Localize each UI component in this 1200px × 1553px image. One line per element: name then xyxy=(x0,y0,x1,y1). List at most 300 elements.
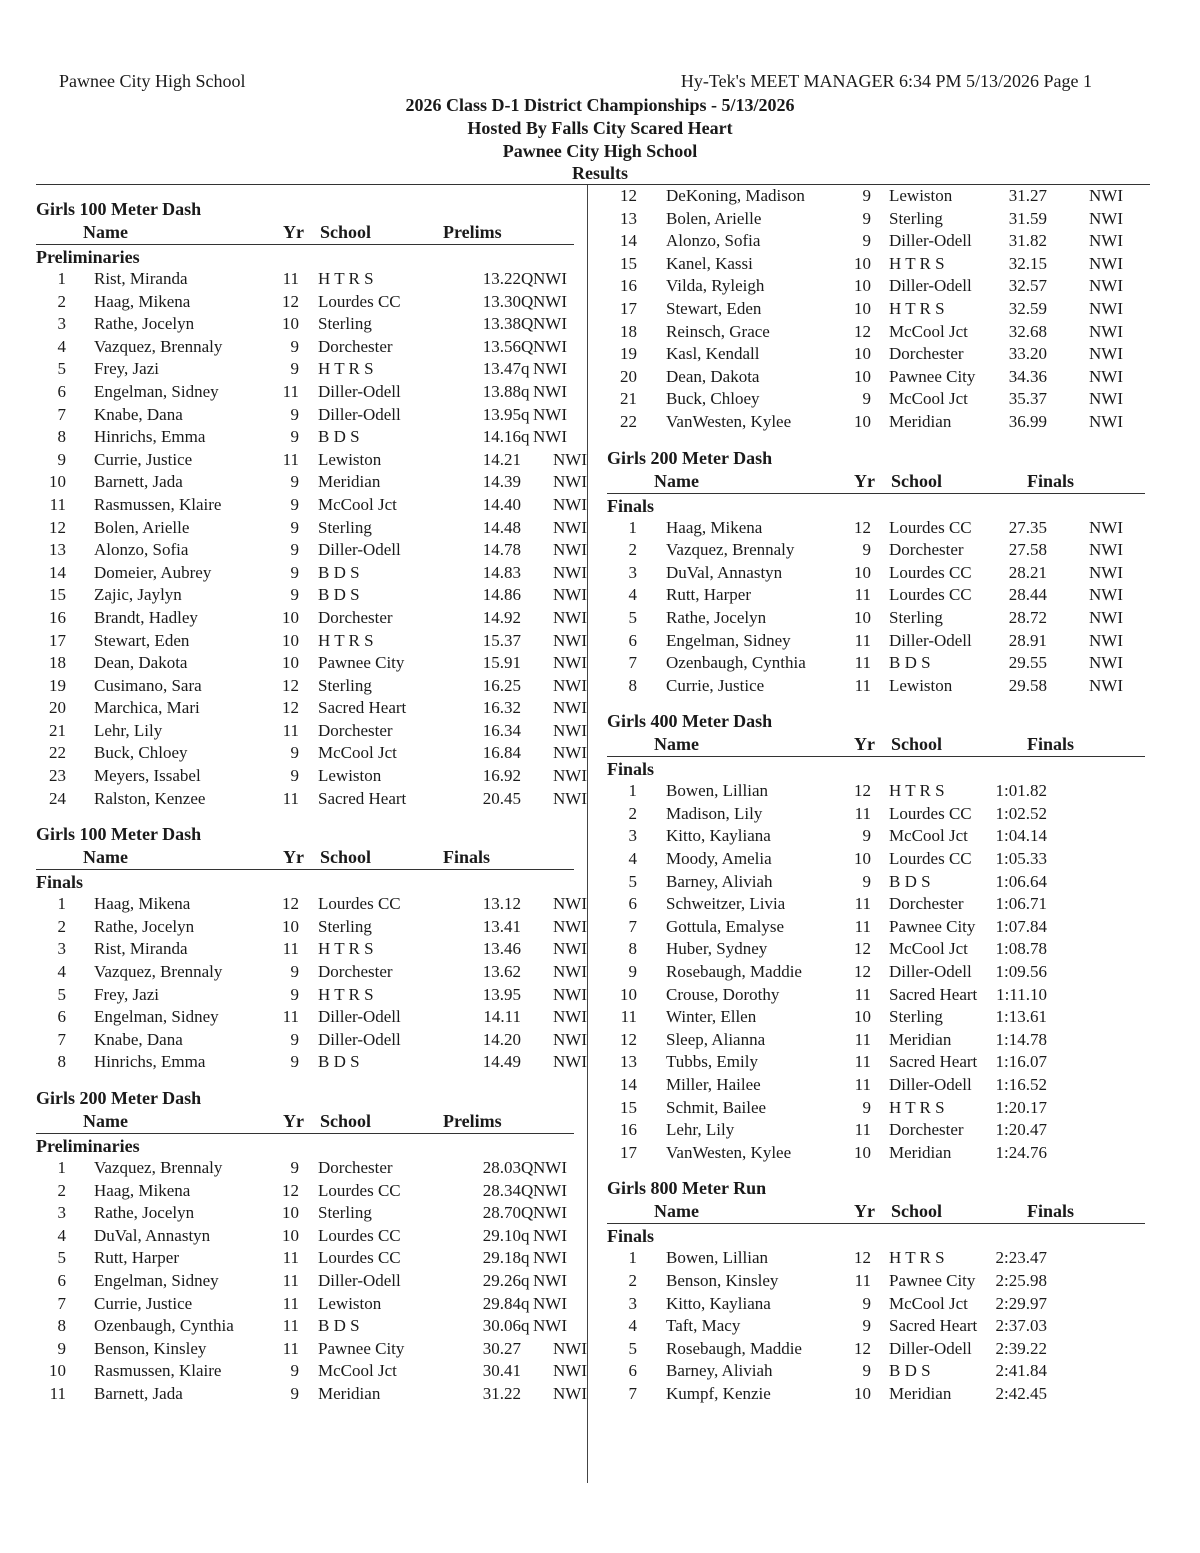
grade-year: 9 xyxy=(862,1293,871,1313)
wind: NWI xyxy=(533,1203,567,1223)
athlete-name: Domeier, Aubrey xyxy=(94,562,212,582)
grade-year: 9 xyxy=(862,231,871,251)
grade-year: 11 xyxy=(282,1270,299,1290)
result-row xyxy=(607,275,1152,298)
wind: NWI xyxy=(533,336,567,356)
mark: 16.84 xyxy=(482,743,521,763)
col-yr-header: Yr xyxy=(283,1111,304,1131)
mark: 1:16.07 xyxy=(995,1052,1047,1072)
school-name: Dorchester xyxy=(318,336,393,356)
result-row xyxy=(36,938,587,961)
school-name: Meridian xyxy=(889,1142,952,1162)
place: 13 xyxy=(620,208,637,228)
grade-year: 9 xyxy=(862,540,871,560)
athlete-name: Rist, Miranda xyxy=(94,939,188,959)
athlete-name: Buck, Chloey xyxy=(666,389,760,409)
grade-year: 10 xyxy=(854,411,871,431)
grade-year: 12 xyxy=(854,517,871,537)
athlete-name: VanWesten, Kylee xyxy=(666,1142,792,1162)
place: 21 xyxy=(620,389,637,409)
result-row xyxy=(36,494,587,517)
wind: NWI xyxy=(533,427,567,447)
result-row xyxy=(607,1315,1152,1338)
athlete-name: Zajic, Jaylyn xyxy=(94,585,182,605)
place: 8 xyxy=(628,675,637,695)
result-row xyxy=(36,539,587,562)
school-name: Lourdes CC xyxy=(889,562,972,582)
result-row xyxy=(607,298,1152,321)
mark: 29.10 xyxy=(482,1225,521,1245)
mark: 14.86 xyxy=(482,585,521,605)
athlete-name: Lehr, Lily xyxy=(94,720,163,740)
grade-year: 10 xyxy=(854,366,871,386)
athlete-name: Bolen, Arielle xyxy=(94,517,190,537)
mark: 32.59 xyxy=(1008,298,1047,318)
place: 18 xyxy=(49,653,66,673)
place: 4 xyxy=(628,849,637,869)
athlete-name: VanWesten, Kylee xyxy=(666,411,792,431)
result-row xyxy=(607,1360,1152,1383)
result-row xyxy=(36,788,587,811)
school-name: H T R S xyxy=(318,939,374,959)
athlete-name: Ozenbaugh, Cynthia xyxy=(666,653,806,673)
result-row xyxy=(36,607,587,630)
wind: NWI xyxy=(553,962,587,982)
mark: 2:42.45 xyxy=(995,1383,1047,1403)
place: 6 xyxy=(57,1007,66,1027)
col-yr-header: Yr xyxy=(854,470,875,491)
place: 11 xyxy=(49,1383,66,1403)
result-row xyxy=(607,1293,1152,1316)
school-name: Pawnee City xyxy=(318,1338,405,1358)
school-name: Dorchester xyxy=(889,894,964,914)
school-name: Lewiston xyxy=(889,675,953,695)
result-row xyxy=(607,343,1152,366)
place: 3 xyxy=(57,939,66,959)
athlete-name: Huber, Sydney xyxy=(666,939,768,959)
result-row xyxy=(36,1225,581,1248)
school-name: Diller-Odell xyxy=(318,1029,401,1049)
mark: 1:24.76 xyxy=(995,1142,1047,1162)
grade-year: 9 xyxy=(862,389,871,409)
mark: 13.95 xyxy=(482,404,521,424)
athlete-name: Stewart, Eden xyxy=(94,630,190,650)
left-column xyxy=(36,185,587,1406)
grade-year: 10 xyxy=(854,1142,871,1162)
athlete-name: Currie, Justice xyxy=(94,449,193,469)
grade-year: 10 xyxy=(854,1007,871,1027)
grade-year: 9 xyxy=(290,1029,299,1049)
wind: NWI xyxy=(533,359,567,379)
result-row xyxy=(36,268,581,291)
grade-year: 10 xyxy=(854,298,871,318)
mark: 2:25.98 xyxy=(995,1270,1047,1290)
athlete-name: Engelman, Sidney xyxy=(94,1270,219,1290)
result-row xyxy=(36,1029,587,1052)
school-name: McCool Jct xyxy=(318,1361,397,1381)
grade-year: 11 xyxy=(282,1248,299,1268)
grade-year: 12 xyxy=(854,781,871,801)
athlete-name: Knabe, Dana xyxy=(94,404,183,424)
result-row xyxy=(36,1338,587,1361)
place: 3 xyxy=(628,1293,637,1313)
wind: NWI xyxy=(1089,344,1123,364)
grade-year: 11 xyxy=(282,1316,299,1336)
athlete-name: Engelman, Sidney xyxy=(94,1007,219,1027)
school-name: Sterling xyxy=(889,607,943,627)
place: 1 xyxy=(628,781,637,801)
result-row xyxy=(36,893,587,916)
school-name: Sterling xyxy=(318,314,372,334)
result-row xyxy=(607,539,1152,562)
grade-year: 9 xyxy=(290,472,299,492)
athlete-name: Sleep, Alianna xyxy=(666,1029,766,1049)
mark: 32.68 xyxy=(1008,321,1047,341)
place: 7 xyxy=(628,653,637,673)
athlete-name: Crouse, Dorothy xyxy=(666,984,780,1004)
col-school-header: School xyxy=(320,847,372,868)
athlete-name: Haag, Mikena xyxy=(94,894,191,914)
place: 6 xyxy=(628,1361,637,1381)
mark: 36.99 xyxy=(1008,411,1047,431)
wind: NWI xyxy=(553,698,587,718)
place: 4 xyxy=(57,962,66,982)
wind: NWI xyxy=(1089,366,1123,386)
mark: 31.22 xyxy=(482,1383,521,1403)
wind: NWI xyxy=(553,894,587,914)
school-name: Diller-Odell xyxy=(318,1007,401,1027)
school-name: Dorchester xyxy=(889,540,964,560)
place: 2 xyxy=(57,291,66,311)
place: 5 xyxy=(57,1248,66,1268)
mark: 1:06.71 xyxy=(995,894,1047,914)
place: 14 xyxy=(620,231,637,251)
grade-year: 9 xyxy=(290,359,299,379)
result-row xyxy=(607,1006,1152,1029)
result-row xyxy=(607,893,1152,916)
mark: 2:23.47 xyxy=(995,1248,1047,1268)
wind: NWI xyxy=(553,916,587,936)
place: 3 xyxy=(57,314,66,334)
mark: 16.92 xyxy=(482,766,521,786)
result-row xyxy=(36,1006,587,1029)
grade-year: 9 xyxy=(290,1052,299,1072)
athlete-name: Frey, Jazi xyxy=(94,984,159,1004)
wind: NWI xyxy=(553,766,587,786)
col-school-header: School xyxy=(320,1111,372,1131)
athlete-name: Schmit, Bailee xyxy=(666,1097,767,1117)
place: 13 xyxy=(49,540,66,560)
athlete-name: DeKoning, Madison xyxy=(666,186,805,205)
results-heading: Results xyxy=(571,163,628,183)
place: 12 xyxy=(620,1029,637,1049)
athlete-name: Hinrichs, Emma xyxy=(94,1052,206,1072)
grade-year: 11 xyxy=(282,1007,299,1027)
school-name: Lewiston xyxy=(318,1293,382,1313)
athlete-name: Rutt, Harper xyxy=(94,1248,179,1268)
result-row xyxy=(607,1142,1152,1165)
place: 9 xyxy=(57,449,66,469)
mark: 28.70 xyxy=(482,1203,521,1223)
col-name-header: Name xyxy=(654,470,699,491)
place: 1 xyxy=(57,269,66,288)
qualifier: q xyxy=(521,381,530,401)
event-title: Girls 200 Meter Dash xyxy=(36,1088,202,1108)
event-section xyxy=(607,434,1152,698)
athlete-name: Alonzo, Sofia xyxy=(666,231,761,251)
athlete-name: Rasmussen, Klaire xyxy=(94,1361,222,1381)
mark: 34.36 xyxy=(1008,366,1047,386)
wind: NWI xyxy=(1089,321,1123,341)
result-row xyxy=(36,381,581,404)
result-row xyxy=(36,697,587,720)
wind: NWI xyxy=(533,1293,567,1313)
athlete-name: Barney, Aliviah xyxy=(666,871,773,891)
mark: 31.82 xyxy=(1008,231,1047,251)
mark: 14.39 xyxy=(482,472,521,492)
qualifier: Q xyxy=(521,269,534,288)
round-label: Finals xyxy=(607,495,655,516)
place: 17 xyxy=(620,1142,637,1162)
wind: NWI xyxy=(553,788,587,808)
school-name: B D S xyxy=(318,1316,360,1336)
result-row xyxy=(607,984,1152,1007)
result-row xyxy=(607,803,1152,826)
place: 16 xyxy=(49,607,66,627)
round-label: Preliminaries xyxy=(36,1136,140,1156)
place: 6 xyxy=(628,630,637,650)
result-row xyxy=(607,1270,1152,1293)
athlete-name: Rathe, Jocelyn xyxy=(94,1203,195,1223)
athlete-name: Barney, Aliviah xyxy=(666,1361,773,1381)
result-row xyxy=(36,984,587,1007)
place: 15 xyxy=(49,585,66,605)
athlete-name: Frey, Jazi xyxy=(94,359,159,379)
grade-year: 9 xyxy=(290,962,299,982)
grade-year: 10 xyxy=(282,314,299,334)
mark: 13.38 xyxy=(482,314,521,334)
school-name: B D S xyxy=(318,562,360,582)
school-name: Pawnee City xyxy=(318,653,405,673)
column-header xyxy=(607,733,1145,757)
result-row xyxy=(607,1074,1152,1097)
mark: 1:07.84 xyxy=(995,916,1047,936)
grade-year: 11 xyxy=(854,1120,871,1140)
grade-year: 9 xyxy=(290,562,299,582)
school-name: Diller-Odell xyxy=(889,630,972,650)
school-name: Diller-Odell xyxy=(889,276,972,296)
mark: 16.34 xyxy=(482,720,521,740)
athlete-name: Vazquez, Brennaly xyxy=(94,962,223,982)
grade-year: 10 xyxy=(854,276,871,296)
place: 3 xyxy=(628,562,637,582)
mark: 29.55 xyxy=(1008,653,1047,673)
mark: 1:02.52 xyxy=(995,803,1047,823)
place: 11 xyxy=(620,1007,637,1027)
mark: 1:08.78 xyxy=(995,939,1047,959)
mark: 1:20.47 xyxy=(995,1120,1047,1140)
school-name: Sacred Heart xyxy=(318,698,407,718)
grade-year: 12 xyxy=(282,894,299,914)
grade-year: 9 xyxy=(862,208,871,228)
school-name: Diller-Odell xyxy=(318,404,401,424)
result-row xyxy=(36,426,581,449)
athlete-name: Currie, Justice xyxy=(666,675,765,695)
grade-year: 12 xyxy=(854,321,871,341)
mark: 14.16 xyxy=(482,427,521,447)
school-name: Diller-Odell xyxy=(889,1338,972,1358)
school-name: McCool Jct xyxy=(889,826,968,846)
result-row xyxy=(36,1360,587,1383)
mark: 27.35 xyxy=(1008,517,1047,537)
school-name: Lourdes CC xyxy=(318,894,401,914)
athlete-name: Schweitzer, Livia xyxy=(666,894,786,914)
wind: NWI xyxy=(533,1180,567,1200)
col-mark-header: Prelims xyxy=(443,1111,502,1131)
result-row xyxy=(36,313,581,336)
school-name: B D S xyxy=(318,585,360,605)
grade-year: 12 xyxy=(282,291,299,311)
school-name: Dorchester xyxy=(318,962,393,982)
mark: 14.92 xyxy=(482,607,521,627)
place: 4 xyxy=(628,1316,637,1336)
school-name: Pawnee City xyxy=(889,1270,976,1290)
wind: NWI xyxy=(1089,253,1123,273)
athlete-name: Meyers, Issabel xyxy=(94,766,201,786)
athlete-name: Rasmussen, Klaire xyxy=(94,494,222,514)
grade-year: 10 xyxy=(282,630,299,650)
place: 7 xyxy=(57,1029,66,1049)
grade-year: 10 xyxy=(282,916,299,936)
athlete-name: Haag, Mikena xyxy=(666,517,763,537)
school-name: H T R S xyxy=(318,269,374,288)
meet-title: 2026 Class D-1 District Championships - 5/13/2026 xyxy=(405,95,795,115)
grade-year: 11 xyxy=(854,1052,871,1072)
wind: NWI xyxy=(553,1338,587,1358)
wind: NWI xyxy=(533,269,567,288)
grade-year: 9 xyxy=(290,1158,299,1177)
place: 4 xyxy=(57,1225,66,1245)
grade-year: 11 xyxy=(854,916,871,936)
col-mark-header: Finals xyxy=(1027,1201,1075,1222)
mark: 29.18 xyxy=(482,1248,521,1268)
place: 8 xyxy=(57,1052,66,1072)
school-name: Sterling xyxy=(889,208,943,228)
mark: 13.46 xyxy=(482,939,521,959)
place: 2 xyxy=(628,1270,637,1290)
meet-venue: Pawnee City High School xyxy=(502,141,698,161)
athlete-name: Engelman, Sidney xyxy=(666,630,791,650)
place: 17 xyxy=(620,298,637,318)
col-yr-header: Yr xyxy=(854,734,875,755)
place: 2 xyxy=(57,1180,66,1200)
school-name: Lourdes CC xyxy=(318,1225,401,1245)
mark: 15.37 xyxy=(482,630,521,650)
grade-year: 10 xyxy=(854,607,871,627)
grade-year: 11 xyxy=(282,381,299,401)
school-name: B D S xyxy=(318,427,360,447)
grade-year: 10 xyxy=(282,607,299,627)
mark: 32.57 xyxy=(1008,276,1047,296)
school-name: McCool Jct xyxy=(889,939,968,959)
wind: NWI xyxy=(1089,411,1123,431)
result-row xyxy=(607,961,1152,984)
place: 5 xyxy=(628,1338,637,1358)
grade-year: 11 xyxy=(854,653,871,673)
result-row xyxy=(36,1247,581,1270)
mark: 32.15 xyxy=(1008,253,1047,273)
wind: NWI xyxy=(553,517,587,537)
col-school-header: School xyxy=(891,470,943,491)
result-row xyxy=(607,366,1152,389)
mark: 28.44 xyxy=(1008,585,1047,605)
result-row xyxy=(607,1051,1152,1074)
mark: 13.30 xyxy=(482,291,521,311)
result-row xyxy=(36,675,587,698)
school-name: B D S xyxy=(318,1052,360,1072)
school-name: H T R S xyxy=(318,359,374,379)
place: 9 xyxy=(57,1338,66,1358)
mark: 1:09.56 xyxy=(995,962,1047,982)
school-name: Lourdes CC xyxy=(318,1180,401,1200)
col-school-header: School xyxy=(320,222,372,242)
wind: NWI xyxy=(553,472,587,492)
result-row xyxy=(607,1029,1152,1052)
qualifier: Q xyxy=(521,1203,534,1223)
grade-year: 9 xyxy=(290,766,299,786)
wind: NWI xyxy=(553,494,587,514)
grade-year: 12 xyxy=(282,675,299,695)
athlete-name: Rathe, Jocelyn xyxy=(94,314,195,334)
result-row xyxy=(607,411,1152,434)
athlete-name: Vazquez, Brennaly xyxy=(94,1158,223,1177)
school-name: Meridian xyxy=(889,1383,952,1403)
school-name: Dorchester xyxy=(889,1120,964,1140)
athlete-name: Reinsch, Grace xyxy=(666,321,770,341)
result-row xyxy=(36,1383,587,1406)
col-mark-header: Prelims xyxy=(443,222,502,242)
place: 4 xyxy=(628,585,637,605)
qualifier: q xyxy=(521,1316,530,1336)
athlete-name: Barnett, Jada xyxy=(94,472,183,492)
wind: NWI xyxy=(533,404,567,424)
school-name: Meridian xyxy=(318,1383,381,1403)
result-row xyxy=(36,1270,581,1293)
place: 7 xyxy=(628,1383,637,1403)
mark: 15.91 xyxy=(482,653,521,673)
school-name: Diller-Odell xyxy=(889,231,972,251)
athlete-name: Engelman, Sidney xyxy=(94,381,219,401)
athlete-name: Ralston, Kenzee xyxy=(94,788,206,808)
event-title: Girls 800 Meter Run xyxy=(607,1178,767,1199)
result-row xyxy=(36,562,587,585)
mark: 13.88 xyxy=(482,381,521,401)
place: 13 xyxy=(620,1052,637,1072)
result-row xyxy=(36,765,587,788)
grade-year: 11 xyxy=(282,1338,299,1358)
place: 14 xyxy=(49,562,66,582)
place: 5 xyxy=(57,359,66,379)
place: 22 xyxy=(49,743,66,763)
school-name: Dorchester xyxy=(889,344,964,364)
grade-year: 11 xyxy=(282,788,299,808)
wind: NWI xyxy=(553,939,587,959)
athlete-name: Haag, Mikena xyxy=(94,1180,191,1200)
place: 24 xyxy=(49,788,66,808)
host-school: Pawnee City High School xyxy=(59,71,246,91)
grade-year: 9 xyxy=(862,871,871,891)
athlete-name: Lehr, Lily xyxy=(666,1120,735,1140)
